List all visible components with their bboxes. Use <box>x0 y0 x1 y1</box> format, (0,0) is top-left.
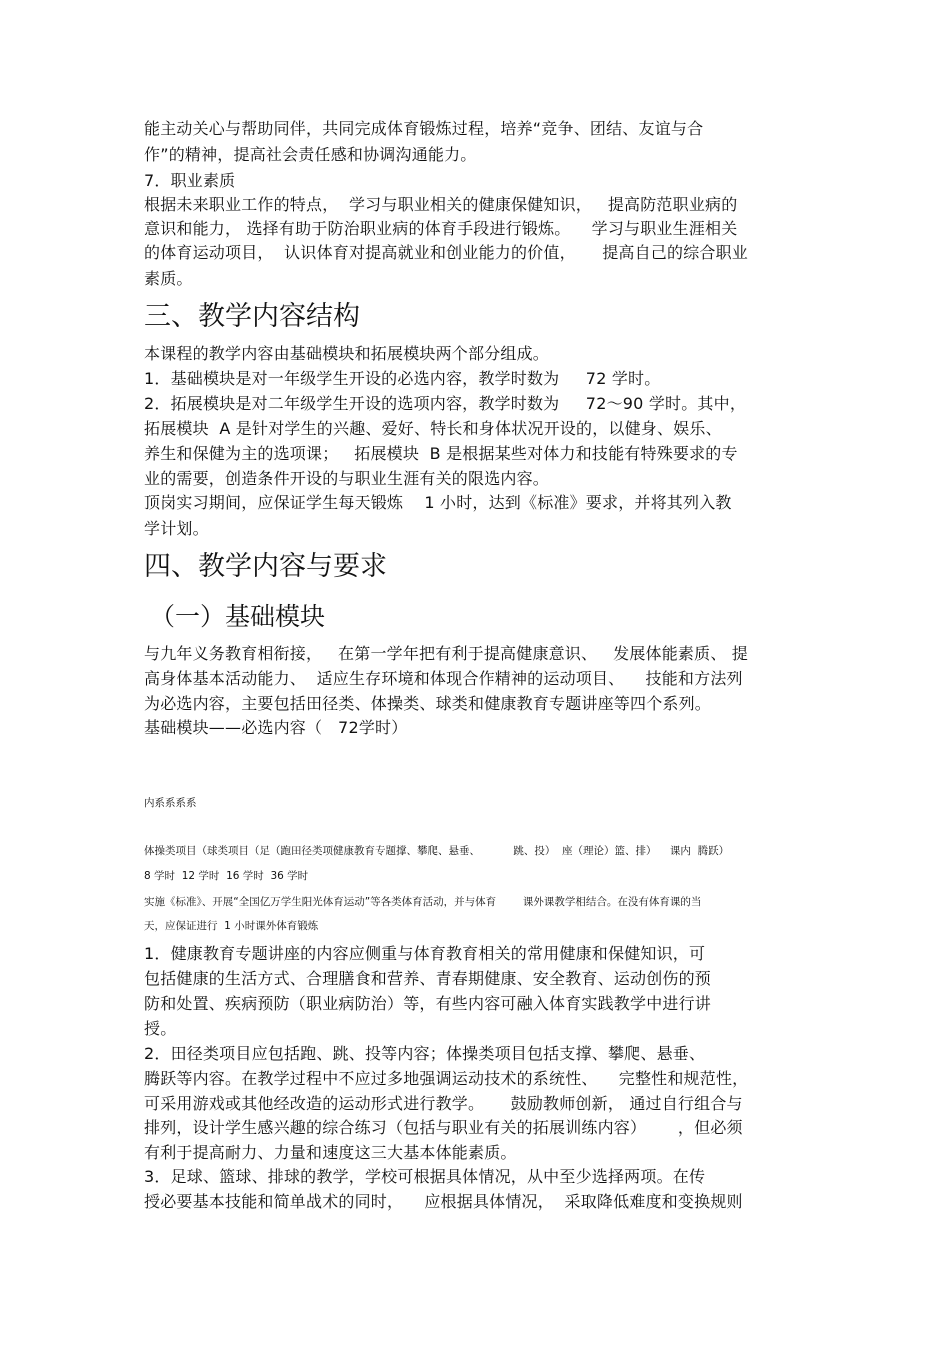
paragraph-line: 授。 <box>144 1019 177 1038</box>
paragraph-line: 基础模块——必选内容（ 72学时） <box>144 718 408 737</box>
subsection-heading: （一）基础模块 <box>150 602 326 631</box>
paragraph-line: 拓展模块 A 是针对学生的兴趣、爱好、特长和身体状况开设的，以健身、娱乐、 <box>144 419 722 438</box>
paragraph-line: 1．健康教育专题讲座的内容应侧重与体育教育相关的常用健康和保健知识，可 <box>144 944 706 963</box>
paragraph-line: 素质。 <box>144 269 193 288</box>
paragraph-line: 排列，设计学生感兴趣的综合练习（包括与职业有关的拓展训练内容） ，但必须 <box>144 1118 743 1137</box>
paragraph-line: 可采用游戏或其他经改造的运动形式进行教学。 鼓励教师创新， 通过自行组合与 <box>144 1094 743 1113</box>
paragraph-line: 有利于提高耐力、力量和速度这三大基本体能素质。 <box>144 1143 517 1162</box>
paragraph-line: 2．拓展模块是对二年级学生开设的选项内容，教学时数为 72～90 学时。其中， <box>144 394 747 413</box>
paragraph-line: 与九年义务教育相衔接， 在第一学年把有利于提高健康意识、 发展体能素质、 提 <box>144 644 749 663</box>
section-heading: 四、教学内容与要求 <box>144 551 387 582</box>
paragraph-line: 包括健康的生活方式、合理膳食和营养、青春期健康、安全教育、运动创伤的预 <box>144 969 712 988</box>
paragraph-line: 根据未来职业工作的特点， 学习与职业相关的健康保健知识， 提高防范职业病的 <box>144 195 738 214</box>
paragraph-line: 顶岗实习期间，应保证学生每天锻炼 1 小时，达到《标准》要求，并将其列入教 <box>144 493 732 512</box>
table-fragment: 天，应保证进行 1 小时课外体育锻炼 <box>144 920 319 932</box>
paragraph-line: 的体育运动项目， 认识体育对提高就业和创业能力的价值， 提高自己的综合职业 <box>144 243 749 262</box>
paragraph-line: 防和处置、疾病预防（职业病防治）等，有些内容可融入体育实践教学中进行讲 <box>144 994 712 1013</box>
paragraph-line: 学计划。 <box>144 519 209 538</box>
table-fragment: 8 学时 12 学时 16 学时 36 学时 <box>144 870 309 882</box>
paragraph-line: 本课程的教学内容由基础模块和拓展模块两个部分组成。 <box>144 344 550 363</box>
paragraph-line: 2．田径类项目应包括跑、跳、投等内容；体操类项目包括支撑、攀爬、悬垂、 <box>144 1044 706 1063</box>
paragraph-line: 高身体基本活动能力、 适应生存环境和体现合作精神的运动项目、 技能和方法列 <box>144 669 743 688</box>
paragraph-line: 3．足球、篮球、排球的教学，学校可根据具体情况，从中至少选择两项。在传 <box>144 1167 706 1186</box>
section-heading: 三、教学内容结构 <box>144 301 360 332</box>
paragraph-line: 1．基础模块是对一年级学生开设的必选内容，教学时数为 72 学时。 <box>144 369 661 388</box>
table-fragment: 体操类项目（球类项目（足（跑田径类项健康教育专题撑、攀爬、悬垂、 跳、投） 座（理论）篮、排） 课内 腾跃） <box>144 845 730 857</box>
table-fragment: 内系系系系 <box>144 797 197 809</box>
table-fragment: 实施《标准》、开展“全国亿万学生阳光体育运动”等各类体育活动，并与体育 课外课教学相结合。在没有体育课的当 <box>144 896 702 908</box>
paragraph-line: 为必选内容，主要包括田径类、体操类、球类和健康教育专题讲座等四个系列。 <box>144 694 712 713</box>
paragraph-line: 授必要基本技能和简单战术的同时， 应根据具体情况， 采取降低难度和变换规则 <box>144 1192 743 1211</box>
paragraph-line: 作”的精神，提高社会责任感和协调沟通能力。 <box>144 145 477 164</box>
paragraph-line: 腾跃等内容。在教学过程中不应过多地强调运动技术的系统性、 完整性和规范性， <box>144 1069 749 1088</box>
paragraph-line: 意识和能力， 选择有助于防治职业病的体育手段进行锻炼。 学习与职业生涯相关 <box>144 219 738 238</box>
section-label: 7．职业素质 <box>144 171 236 190</box>
paragraph-line: 养生和保健为主的选项课； 拓展模块 B 是根据某些对体力和技能有特殊要求的专 <box>144 444 738 463</box>
paragraph-line: 业的需要，创造条件开设的与职业生涯有关的限选内容。 <box>144 469 550 488</box>
paragraph-line: 能主动关心与帮助同伴，共同完成体育锻炼过程，培养“竞争、团结、友谊与合 <box>144 119 704 138</box>
